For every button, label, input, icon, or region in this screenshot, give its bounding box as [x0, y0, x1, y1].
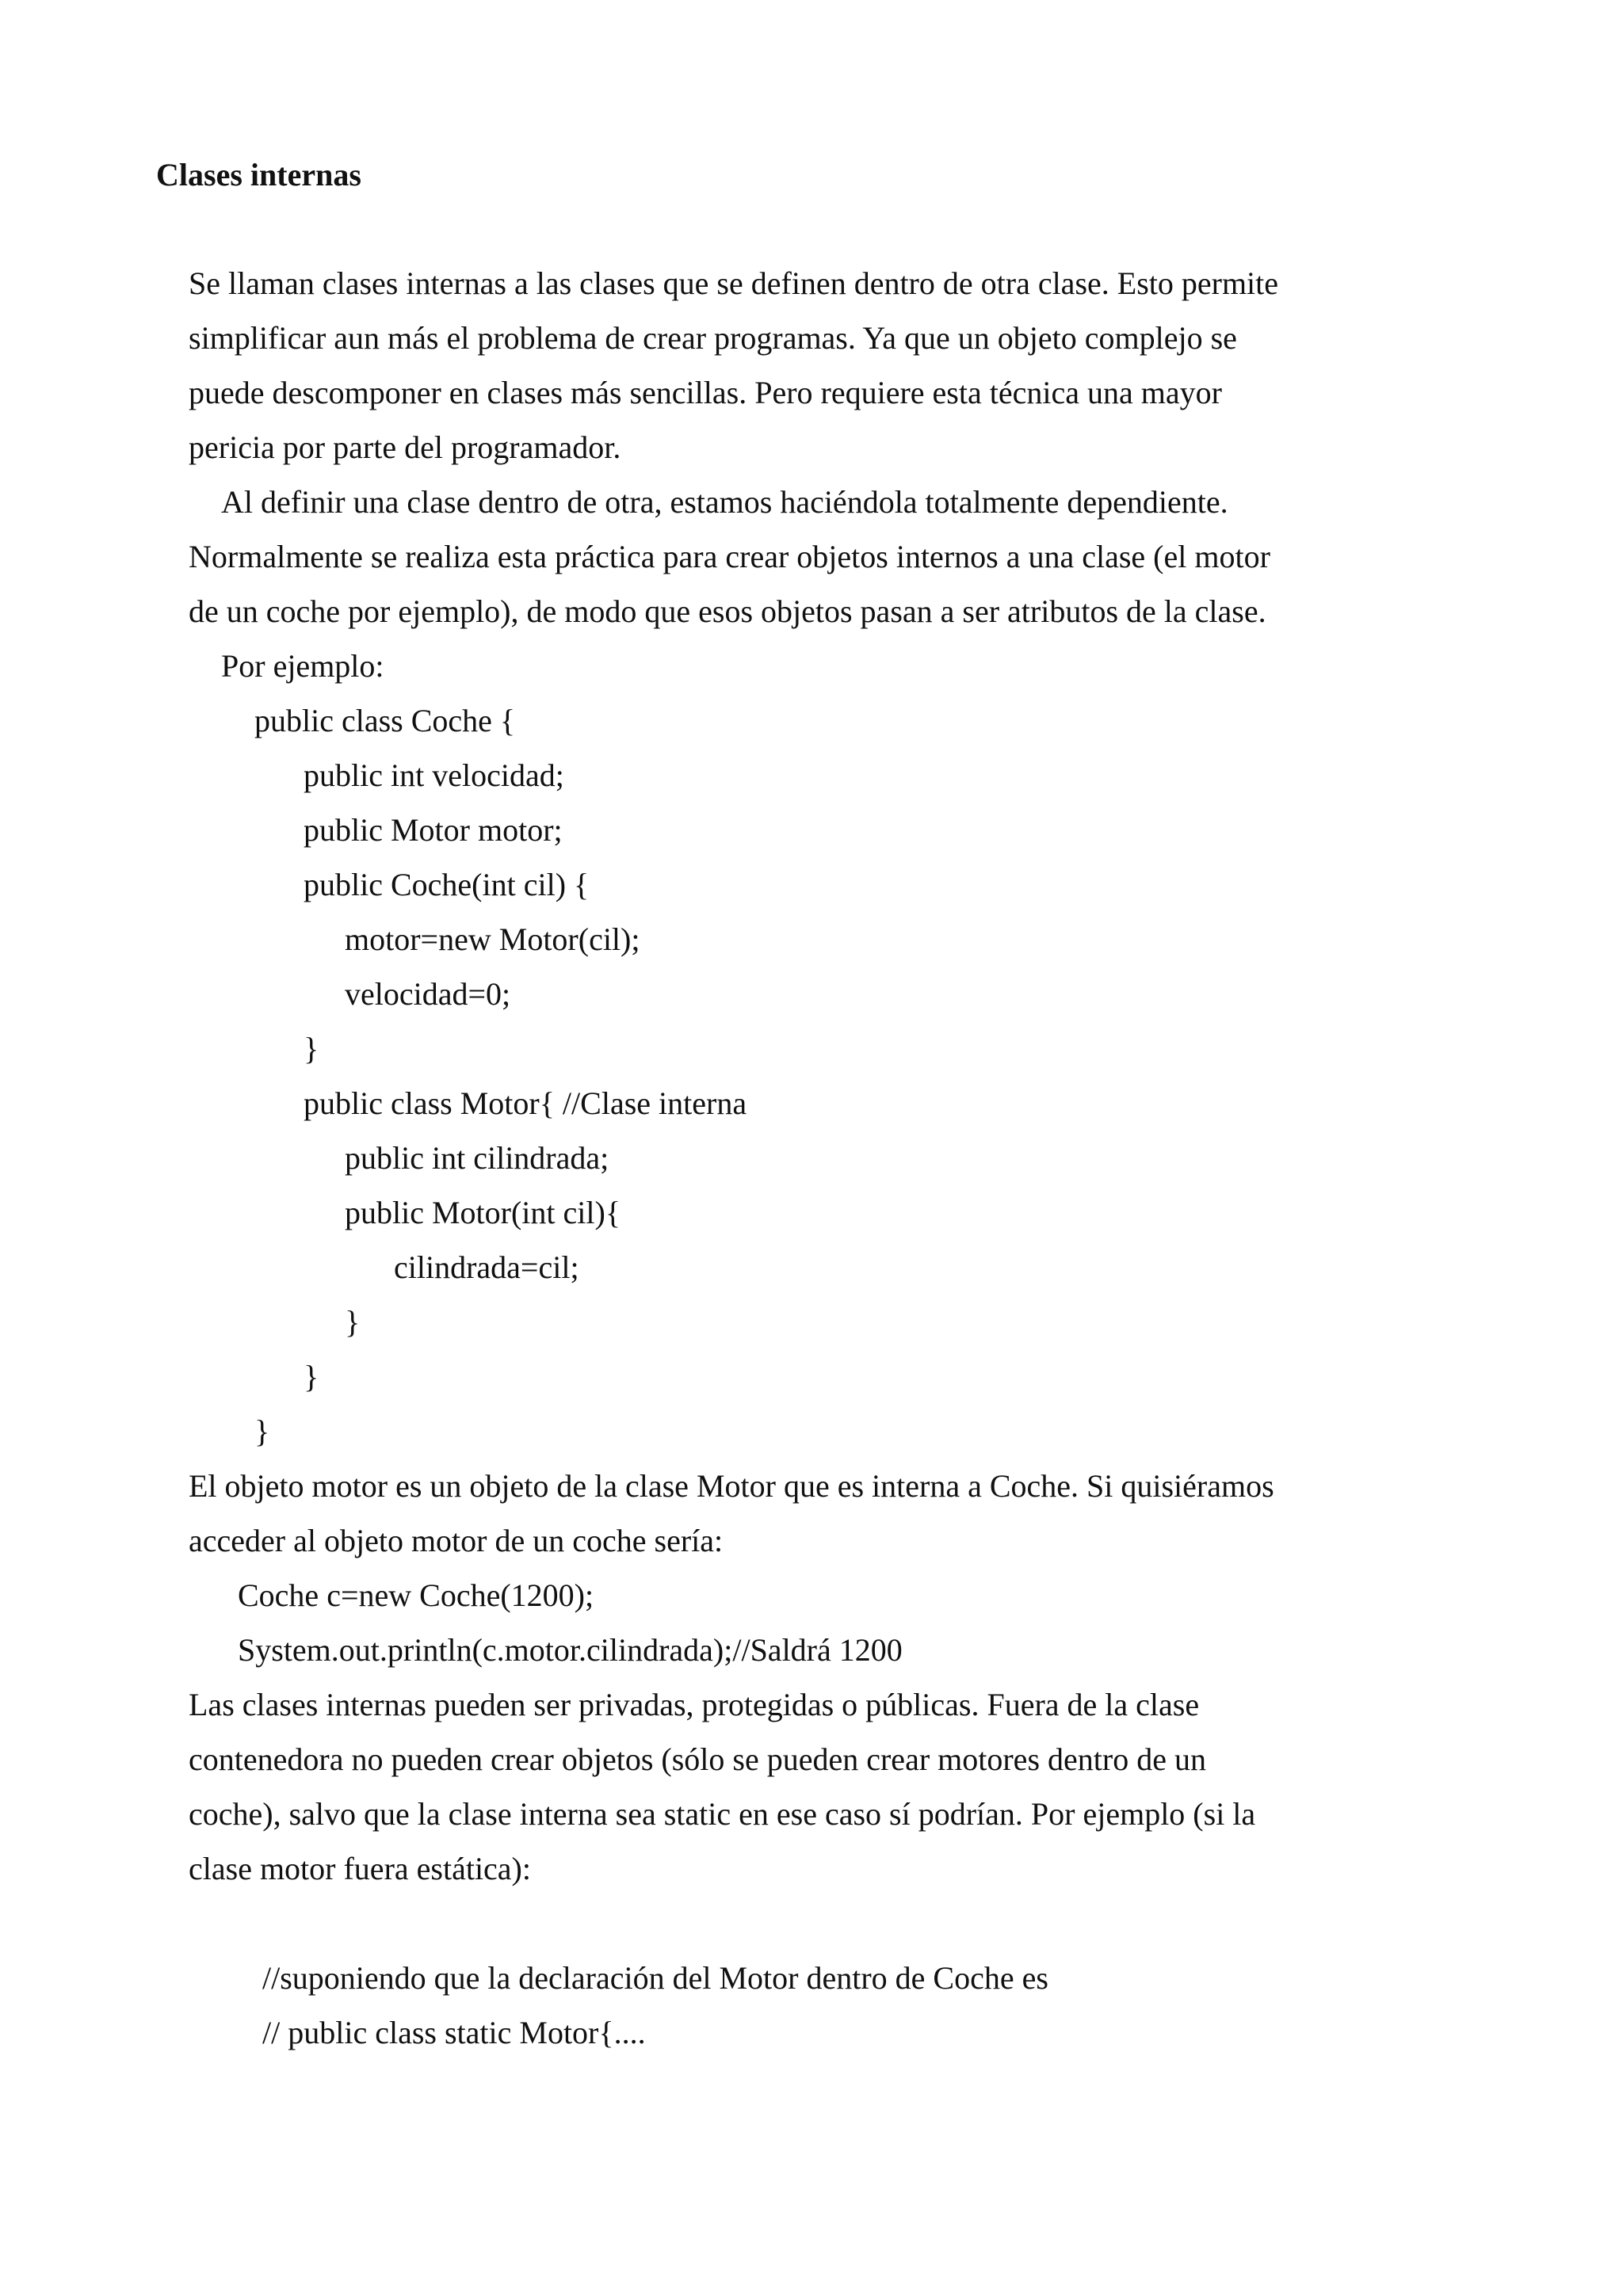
code-line: public int velocidad;: [304, 757, 564, 793]
paragraph-line: Las clases internas pueden ser privadas, protegidas o públicas. Fuera de la clase: [189, 1687, 1200, 1722]
code-line: public Motor motor;: [304, 812, 563, 848]
code-line: System.out.println(c.motor.cilindrada);//Saldrá 1200: [238, 1632, 903, 1668]
code-line: public class Motor{ //Clase interna: [304, 1085, 747, 1121]
code-line: public Motor(int cil){: [345, 1195, 621, 1230]
code-line: public class Coche {: [254, 703, 516, 738]
code-line: }: [304, 1359, 319, 1394]
paragraph-line: coche), salvo que la clase interna sea static en ese caso sí podrían. Por ejemplo (si la: [189, 1796, 1256, 1832]
code-line: cilindrada=cil;: [394, 1249, 579, 1285]
code-line: velocidad=0;: [345, 976, 511, 1012]
paragraph-line: Por ejemplo:: [221, 648, 384, 684]
code-line: motor=new Motor(cil);: [345, 921, 640, 957]
code-line: public int cilindrada;: [345, 1140, 609, 1176]
paragraph-line: simplificar aun más el problema de crear programas. Ya que un objeto complejo se: [189, 320, 1237, 356]
paragraph-line: El objeto motor es un objeto de la clase Motor que es interna a Coche. Si quisiéramos: [189, 1468, 1274, 1504]
paragraph-line: Se llaman clases internas a las clases que se definen dentro de otra clase. Esto permite: [189, 265, 1279, 301]
paragraph-line: acceder al objeto motor de un coche sería:: [189, 1523, 724, 1558]
paragraph-line: Normalmente se realiza esta práctica para crear objetos internos a una clase (el motor: [189, 539, 1270, 574]
section-title: Clases internas: [156, 157, 361, 193]
paragraph-line: contenedora no pueden crear objetos (sólo se pueden crear motores dentro de un: [189, 1741, 1206, 1777]
code-comment-line: //suponiendo que la declaración del Motor dentro de Coche es: [262, 1960, 1048, 1996]
code-comment-line: // public class static Motor{....: [262, 2015, 646, 2050]
code-line: Coche c=new Coche(1200);: [238, 1577, 594, 1613]
paragraph-line: pericia por parte del programador.: [189, 429, 621, 465]
paragraph-line: de un coche por ejemplo), de modo que esos objetos pasan a ser atributos de la clase.: [189, 593, 1266, 629]
code-line: }: [304, 1031, 319, 1066]
paragraph-line: Al definir una clase dentro de otra, estamos haciéndola totalmente dependiente.: [221, 484, 1228, 520]
paragraph-line: puede descomponer en clases más sencillas. Pero requiere esta técnica una mayor: [189, 375, 1222, 410]
paragraph-line: clase motor fuera estática):: [189, 1851, 531, 1886]
code-line: }: [254, 1413, 270, 1449]
code-line: }: [345, 1304, 361, 1340]
code-line: public Coche(int cil) {: [304, 867, 590, 902]
